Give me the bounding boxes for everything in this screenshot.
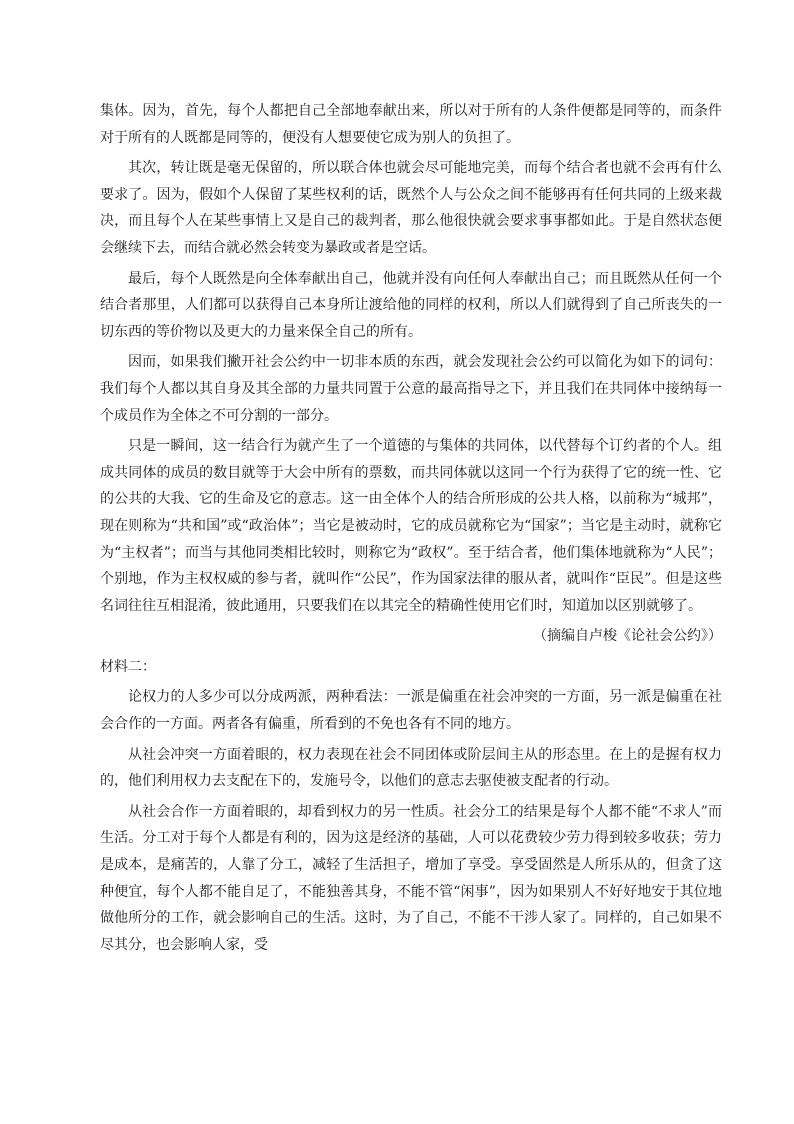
material1-paragraph-2: 其次，转让既是毫无保留的，所以联合体也就会尽可能地完美，而每个结合者也就不会再有什么要求了。因为，假如个人保留了某些权利的话，既然个人与公众之间不能够再有任何共同的上级来裁决，而且每个人在某些事情上又是自己的裁判者，那么他很快就会要求事事都如此。于是自然状态便会继续下去，而结合就必然会转变为暴政或者是空话。 (100, 160, 722, 256)
material2-paragraph-2: 从社会冲突一方面着眼的，权力表现在社会不同团体或阶层间主从的形态里。在上的是握有权力的，他们利用权力去支配在下的，发施号令，以他们的意志去驱使被支配者的行动。 (100, 746, 722, 790)
material1-source-citation: （摘编自卢梭《论社会公约》） (533, 628, 722, 645)
document-page (100, 98, 722, 962)
material1-paragraph-1: 集体。因为，首先，每个人都把自己全部地奉献出来，所以对于所有的人条件便都是同等的，而条件对于所有的人既都是同等的，便没有人想要使它成为别人的负担了。 (100, 103, 722, 146)
material2-label: 材料二： (100, 658, 156, 675)
material2-paragraph-1: 论权力的人多少可以分成两派，两种看法：一派是偏重在社会冲突的一方面，另一派是偏重在社会合作的一方面。两者各有偏重，所看到的不免也各有不同的地方。 (100, 689, 722, 733)
material2-paragraph-3: 从社会合作一方面着眼的，却看到权力的另一性质。社会分工的结果是每个人都不能“不求人”而生活。分工对于每个人都是有利的，因为这是经济的基础，人可以花费较少劳力得到较多收获；劳力是成本，是痛苦的，人靠了分工，减轻了生活担子，增加了享受。享受固然是人所乐从的，但贪了这种便宜，每个人都不能自足了，不能独善其身，不能不管“闲事”，因为如果别人不好好地安于其位地做他所分的工作，就会影响自己的生活。这时，为了自己，不能不干涉人家了。同样的，自己如果不尽其分，也会影响人家，受 (100, 803, 722, 953)
material1-paragraph-4: 因而，如果我们撇开社会公约中一切非本质的东西，就会发现社会公约可以简化为如下的词句：我们每个人都以其自身及其全部的力量共同置于公意的最高指导之下，并且我们在共同体中接纳每一个成员作为全体之不可分割的一部分。 (100, 354, 722, 424)
material1-paragraph-5: 只是一瞬间，这一结合行为就产生了一个道德的与集体的共同体，以代替每个订约者的个人。组成共同体的成员的数目就等于大会中所有的票数，而共同体就以这同一个行为获得了它的统一性、它的公共的大我、它的生命及它的意志。这一由全体个人的结合所形成的公共人格，以前称为“城邦”，现在则称为“共和国”或“政治体”；当它是被动时，它的成员就称它为“国家”；当它是主动时，就称它为“主权者”；而当与其他同类相比较时，则称它为“政权”。至于结合者，他们集体地就称为“人民”；个别地，作为主权权威的参与者，就叫作“公民”，作为国家法律的服从者，就叫作“臣民”。但是这些名词往往互相混淆，彼此通用，只要我们在以其完全的精确性使用它们时，知道加以区别就够了。 (100, 438, 722, 614)
material1-paragraph-3: 最后，每个人既然是向全体奉献出自己，他就并没有向任何人奉献出自己；而且既然从任何一个结合者那里，人们都可以获得自己本身所让渡给他的同样的权利，所以人们就得到了自己所丧失的一切东西的等价物以及更大的力量来保全自己的所有。 (100, 270, 722, 340)
